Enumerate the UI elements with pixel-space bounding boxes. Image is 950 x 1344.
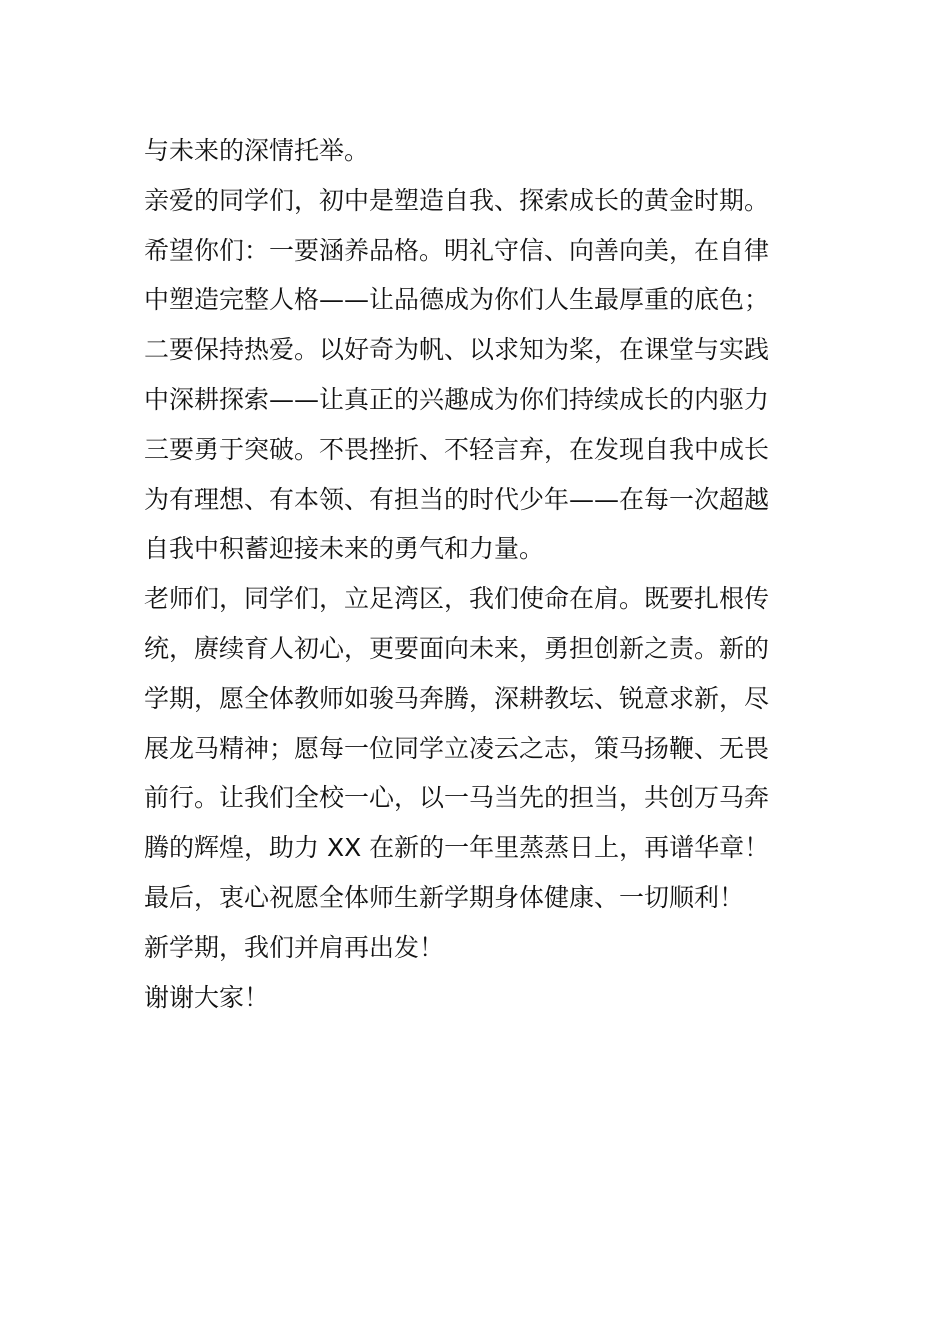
text-line: 自我中积蓄迎接未来的勇气和力量。: [144, 534, 545, 564]
text-line: 最后，衷心祝愿全体师生新学期身体健康、一切顺利！: [144, 882, 745, 912]
text-line: 展龙马精神；愿每一位同学立凌云之志，策马扬鞭、无畏: [144, 733, 770, 763]
text-line: 三要勇于突破。不畏挫折、不轻言弃，在发现自我中成长: [144, 434, 770, 464]
speech-text-block: [144, 126, 814, 1022]
text-line: 二要保持热爱。以好奇为帆、以求知为桨，在课堂与实践: [144, 335, 770, 365]
text-line: 统，赓续育人初心，更要面向未来，勇担创新之责。新的: [144, 633, 770, 663]
text-line: 为有理想、有本领、有担当的时代少年——在每一次超越: [144, 484, 770, 514]
text-line: 中深耕探索——让真正的兴趣成为你们持续成长的内驱力: [144, 384, 770, 414]
text-line: 与未来的深情托举。: [144, 136, 370, 165]
text-line: 腾的辉煌，助力 XX 在新的一年里蒸蒸日上，再谱华章！: [144, 833, 770, 863]
text-line: 老师们，同学们，立足湾区，我们使命在肩。既要扎根传: [144, 584, 770, 614]
text-line: 希望你们：一要涵养品格。明礼守信、向善向美，在自律: [144, 235, 770, 265]
text-line: 新学期，我们并肩再出发！: [144, 932, 445, 962]
text-line: 学期，愿全体教师如骏马奔腾，深耕教坛、锐意求新，尽: [144, 683, 770, 713]
text-line: 前行。让我们全校一心，以一马当先的担当，共创万马奔: [144, 783, 770, 813]
text-line: 亲爱的同学们，初中是塑造自我、探索成长的黄金时期。: [144, 185, 770, 215]
text-line: 中塑造完整人格——让品德成为你们人生最厚重的底色；: [144, 285, 770, 315]
text-line: 谢谢大家！: [144, 982, 270, 1012]
